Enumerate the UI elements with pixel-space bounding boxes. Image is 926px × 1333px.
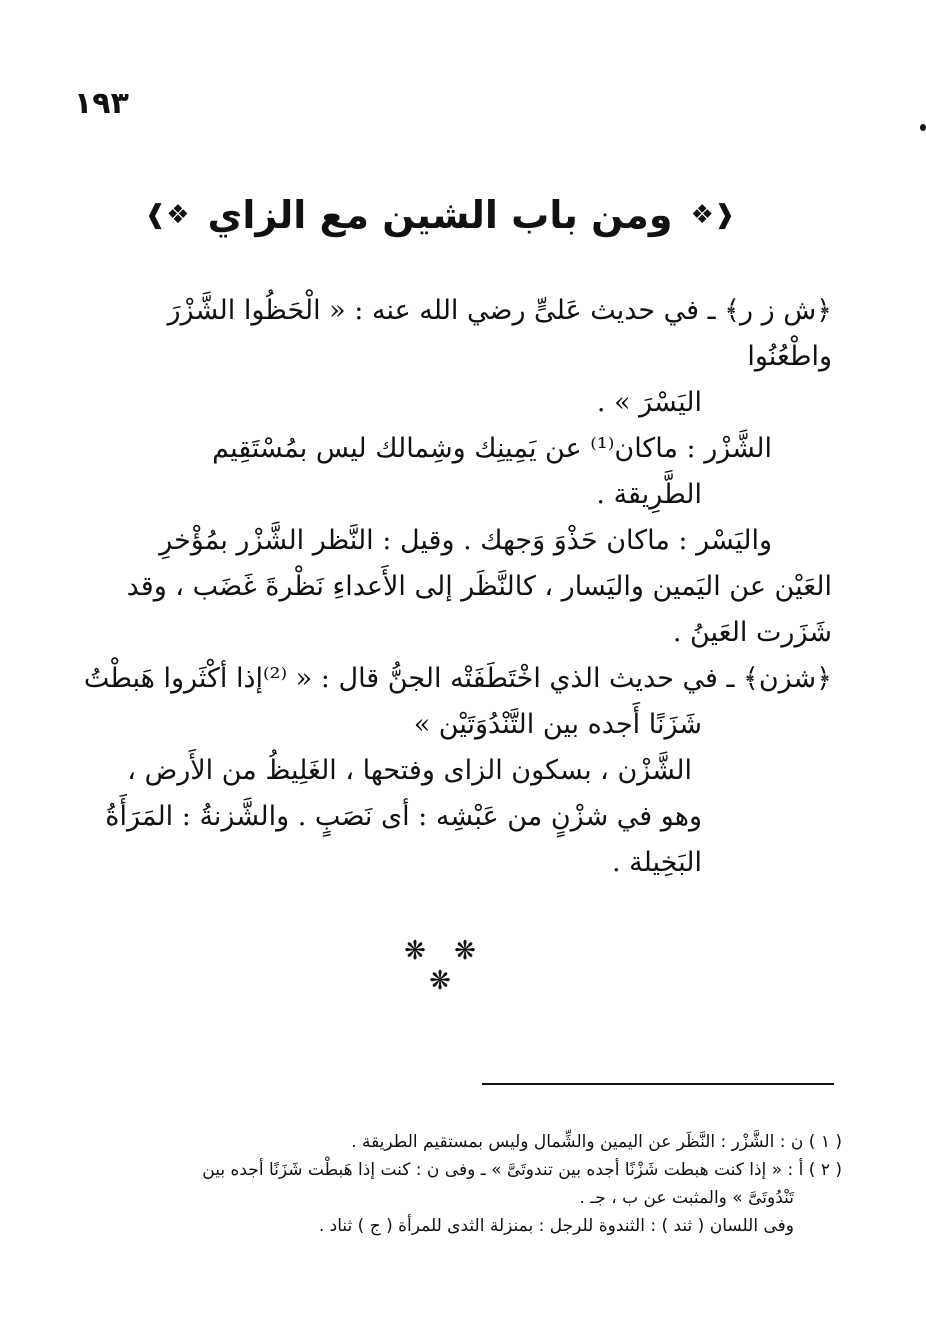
text-line: شَزَنًا أَجده بين التَّنْدُوَتَيْن » bbox=[413, 709, 702, 740]
ornament-right-icon: ❰❖ bbox=[690, 200, 736, 230]
text-line: الشَّزْر : ماكان⁽¹⁾ عن يَمِينِك وشِمالك ليس بمُسْتَقِيم bbox=[212, 433, 772, 464]
text-line: واليَسْر : ماكان حَذْوَ وَجهك . وقيل : النَّظر الشَّزْر بمُؤْخرِ bbox=[159, 525, 772, 556]
footnote-text: ن : الشَّزْر : النَّظَر عن اليمين والشِّمال وليس بمستقيم الطريقة . bbox=[351, 1132, 804, 1152]
main-text bbox=[80, 288, 832, 886]
entry-shazn-definition bbox=[80, 748, 832, 886]
text-line: شَزَرت العَينُ . bbox=[672, 617, 832, 648]
section-separator: ❋ ❋ ❋ bbox=[404, 936, 486, 996]
ornament-left-icon: ❖❱ bbox=[144, 200, 190, 230]
footnote-text: تَنْدُوتَىَّ » والمثبت عن ب ، جـ . bbox=[579, 1188, 794, 1208]
chapter-heading bbox=[144, 180, 736, 250]
text-line: ﴿ش ز ر﴾ ـ في حديث عَلىٍّ رضي الله عنه : « الْحَظُوا الشَّزْرَ واطْعُنُوا bbox=[167, 295, 832, 372]
footnote-2 bbox=[100, 1156, 842, 1212]
footnote-number: ( ١ ) bbox=[808, 1132, 842, 1152]
footnote-text: أ : « إذا كنت هبطت شَزْنًا أجده بين تندوتَىَّ » ـ وفى ن : كنت إذا هَبطْت شَزَنًا أجده بين bbox=[202, 1160, 804, 1180]
footnote-1 bbox=[100, 1128, 842, 1156]
chapter-title: ومن باب الشين مع الزاي bbox=[207, 193, 673, 237]
text-line: الطَّرِيقة . bbox=[596, 479, 702, 510]
text-line: العَيْن عن اليَمين واليَسار ، كالنَّظَر إلى الأَعداءِ نَظْرةَ غَضَب ، وقد bbox=[126, 571, 832, 602]
edge-mark bbox=[920, 124, 926, 131]
text-line: الشَّزْن ، بسكون الزاى وفتحها ، الغَلِيظُ من الأَرض ، bbox=[127, 755, 692, 786]
text-line: ﴿شزن﴾ ـ في حديث الذي اخْتَطَفَتْه الجنُّ قال : « ⁽²⁾إذا أكْثَروا هَبطْتُ bbox=[83, 663, 832, 694]
footnote-rule bbox=[482, 1083, 834, 1085]
entry-shazr-definition bbox=[80, 426, 832, 518]
footnote-number: ( ٢ ) bbox=[808, 1160, 842, 1180]
text-line: اليَسْرَ » . bbox=[596, 387, 702, 418]
entry-shazar bbox=[80, 288, 832, 426]
text-line: وهو في شزْنٍ من عَبْشِه : أى نَصَبٍ . والشَّزنةُ : المَرَأَةُ البَخِيلة . bbox=[105, 801, 702, 878]
page-number: ١٩٣ bbox=[74, 86, 129, 121]
footnotes bbox=[100, 1128, 842, 1240]
entry-yasr-definition bbox=[80, 518, 832, 656]
footnote-extra: وفى اللسان ( ثند ) : الثندوة للرجل : بمنزلة الثدى للمرأة ( ج ) ثناد . bbox=[318, 1216, 794, 1236]
entry-shazan bbox=[80, 656, 832, 748]
